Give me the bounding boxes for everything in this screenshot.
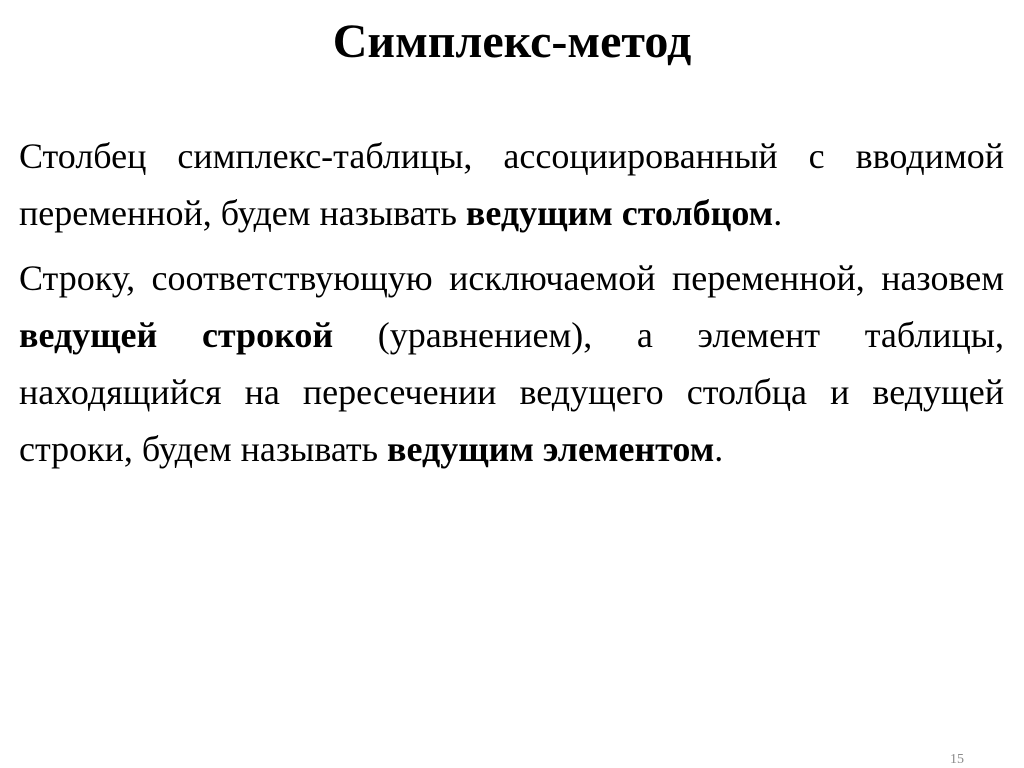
term-leading-element: ведущим элементом bbox=[387, 429, 715, 469]
paragraph-leading-row-element bbox=[19, 250, 1004, 478]
slide-body bbox=[19, 128, 1004, 478]
paragraph-2-text-start: Строку, соответствующую исключаемой переменной, назовем bbox=[19, 258, 1004, 298]
term-leading-column: ведущим столбцом bbox=[465, 193, 774, 233]
slide-title: Симплекс-метод bbox=[332, 15, 692, 68]
page-number: 15 bbox=[950, 752, 964, 767]
paragraph-1-text: Столбец симплекс-таблицы, ассоциированный с вводимой переменной, будем называть bbox=[19, 136, 1004, 233]
term-leading-row: ведущей строкой bbox=[19, 315, 334, 355]
paragraph-leading-column bbox=[19, 128, 1004, 242]
paragraph-2-end: . bbox=[714, 429, 724, 469]
paragraph-1-end: . bbox=[773, 193, 783, 233]
paragraph-2-text-middle: (уравнением), а элемент таблицы, находящийся на пересечении ведущего столбца и ведущей строки, будем называть bbox=[19, 315, 1004, 469]
